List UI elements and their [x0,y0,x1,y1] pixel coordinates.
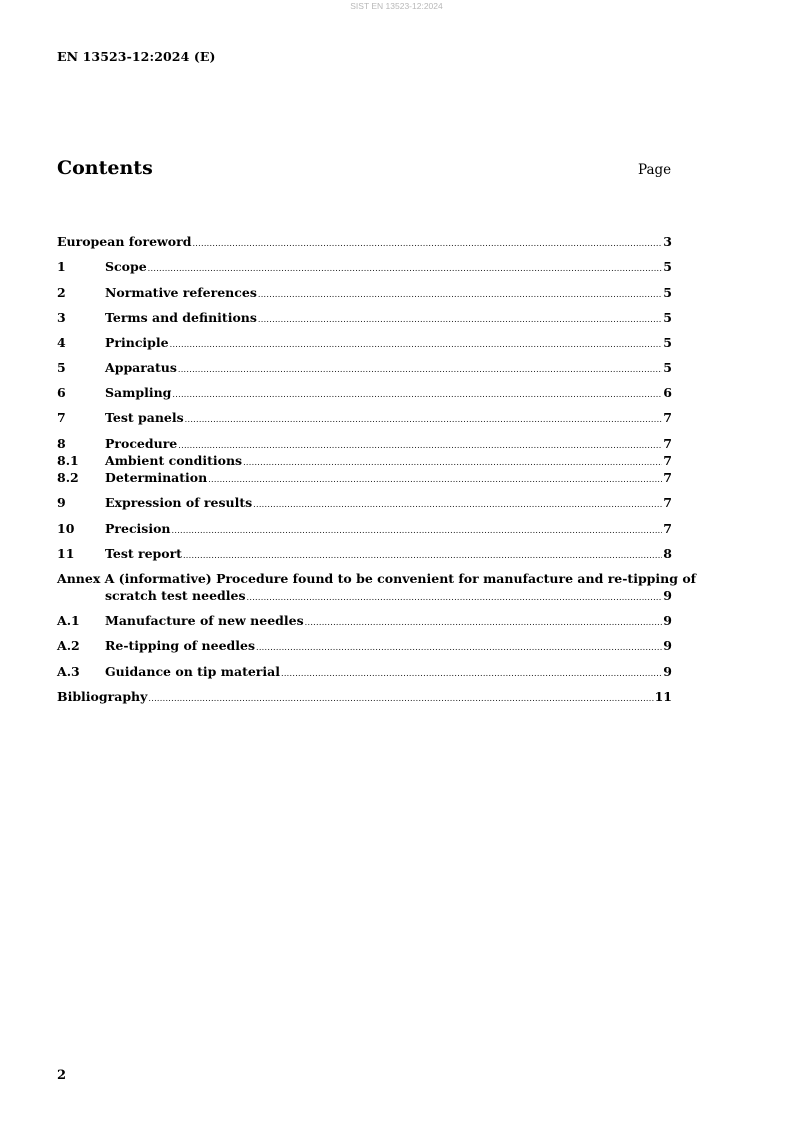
toc-leader-dots [183,548,662,564]
toc-entry-8-1[interactable] [57,453,672,469]
toc-entry-number: 3 [57,310,66,325]
toc-entry-5[interactable] [57,360,672,376]
toc-entry-number: 6 [57,385,66,400]
toc-entry-foreword[interactable] [57,234,672,250]
toc-entry-number: 8.2 [57,470,79,485]
toc-entry-page: 5 [663,285,672,300]
toc-leader-dots [148,261,663,277]
toc-entry-title: Procedure [105,436,178,451]
toc-entry-page: 7 [663,470,672,485]
toc-entry-number: 8 [57,436,66,451]
toc-annex-title-line2: scratch test needles [105,588,246,603]
toc-entry-page: 11 [654,689,672,704]
toc-entry-page: 3 [663,234,672,249]
toc-entry-page: 5 [663,335,672,350]
toc-leader-dots [258,312,662,328]
page-number: 2 [57,1068,67,1083]
toc-entry-page: 7 [663,521,672,536]
toc-entry-title: Sampling [105,385,172,400]
toc-leader-dots [172,387,662,403]
toc-leader-dots [305,615,663,631]
toc-entry-page: 9 [663,588,672,603]
toc-entry-number: A.3 [57,664,80,679]
toc-leader-dots [256,640,662,656]
toc-entry-a-3[interactable] [57,664,672,680]
toc-entry-page: 5 [663,310,672,325]
toc-entry-3[interactable] [57,310,672,326]
toc-entry-9[interactable] [57,495,672,511]
toc-entry-title: Re-tipping of needles [105,638,255,653]
toc-entry-number: A.1 [57,613,80,628]
toc-leader-dots [243,455,662,471]
toc-entry-number: 1 [57,259,66,274]
toc-entry-a-1[interactable] [57,613,672,629]
toc-entry-title: Expression of results [105,495,253,510]
toc-entry-page: 5 [663,360,672,375]
toc-leader-dots [258,287,662,303]
toc-entry-page: 7 [663,495,672,510]
toc-leader-dots [172,523,663,539]
toc-entry-title: Scope [105,259,147,274]
toc-entry-title: Precision [105,521,171,536]
toc-leader-dots [247,590,663,606]
toc-entry-title: Test panels [105,410,184,425]
toc-entry-number: 2 [57,285,66,300]
toc-leader-dots [208,472,662,488]
toc-entry-7[interactable] [57,410,672,426]
toc-entry-1[interactable] [57,259,672,275]
toc-leader-dots [253,497,662,513]
toc-leader-dots [178,362,662,378]
toc-annex-title-line1: Annex A (informative) Procedure found to be convenient for manufacture and re-tipping of [57,571,697,586]
toc-entry-page: 7 [663,453,672,468]
toc-entry-2[interactable] [57,285,672,301]
toc-entry-number: 4 [57,335,66,350]
toc-entry-11[interactable] [57,546,672,562]
toc-entry-number: 10 [57,521,75,536]
toc-entry-4[interactable] [57,335,672,351]
page-column-label: Page [638,162,672,178]
toc-entry-title: Normative references [105,285,257,300]
toc-entry-title: Bibliography [57,689,148,704]
toc-entry-page: 8 [663,546,672,561]
toc-entry-page: 6 [663,385,672,400]
toc-entry-number: 9 [57,495,66,510]
toc-entry-title: Guidance on tip material [105,664,280,679]
toc-entry-title: European foreword [57,234,192,249]
toc-leader-dots [185,412,663,428]
watermark: SIST EN 13523-12:2024 [350,1,443,11]
toc-entry-annex-a[interactable] [57,571,697,587]
toc-entry-title: Principle [105,335,169,350]
toc-entry-annex-a-continued[interactable] [105,588,672,604]
toc-entry-title: Test report [105,546,182,561]
toc-entry-number: 5 [57,360,66,375]
toc-entry-page: 9 [663,613,672,628]
toc-entry-title: Manufacture of new needles [105,613,304,628]
toc-leader-dots [170,337,663,353]
toc-entry-6[interactable] [57,385,672,401]
toc-entry-page: 9 [663,638,672,653]
toc-entry-bibliography[interactable] [57,689,672,705]
toc-entry-page: 7 [663,436,672,451]
toc-entry-title: Apparatus [105,360,177,375]
toc-entry-page: 9 [663,664,672,679]
toc-entry-title: Determination [105,470,208,485]
contents-title: Contents [57,157,153,179]
toc-entry-number: 7 [57,410,66,425]
toc-entry-title: Ambient conditions [105,453,243,468]
toc-entry-number: 8.1 [57,453,79,468]
toc-leader-dots [148,691,653,707]
toc-entry-10[interactable] [57,521,672,537]
toc-entry-a-2[interactable] [57,638,672,654]
toc-entry-page: 7 [663,410,672,425]
toc-entry-number: A.2 [57,638,80,653]
toc-entry-8-2[interactable] [57,470,672,486]
toc-leader-dots [178,438,662,454]
toc-leader-dots [192,236,662,252]
toc-entry-number: 11 [57,546,75,561]
toc-entry-8[interactable] [57,436,672,452]
document-id: EN 13523-12:2024 (E) [57,49,216,64]
toc-leader-dots [281,666,662,682]
toc-entry-title: Terms and definitions [105,310,257,325]
toc-entry-page: 5 [663,259,672,274]
